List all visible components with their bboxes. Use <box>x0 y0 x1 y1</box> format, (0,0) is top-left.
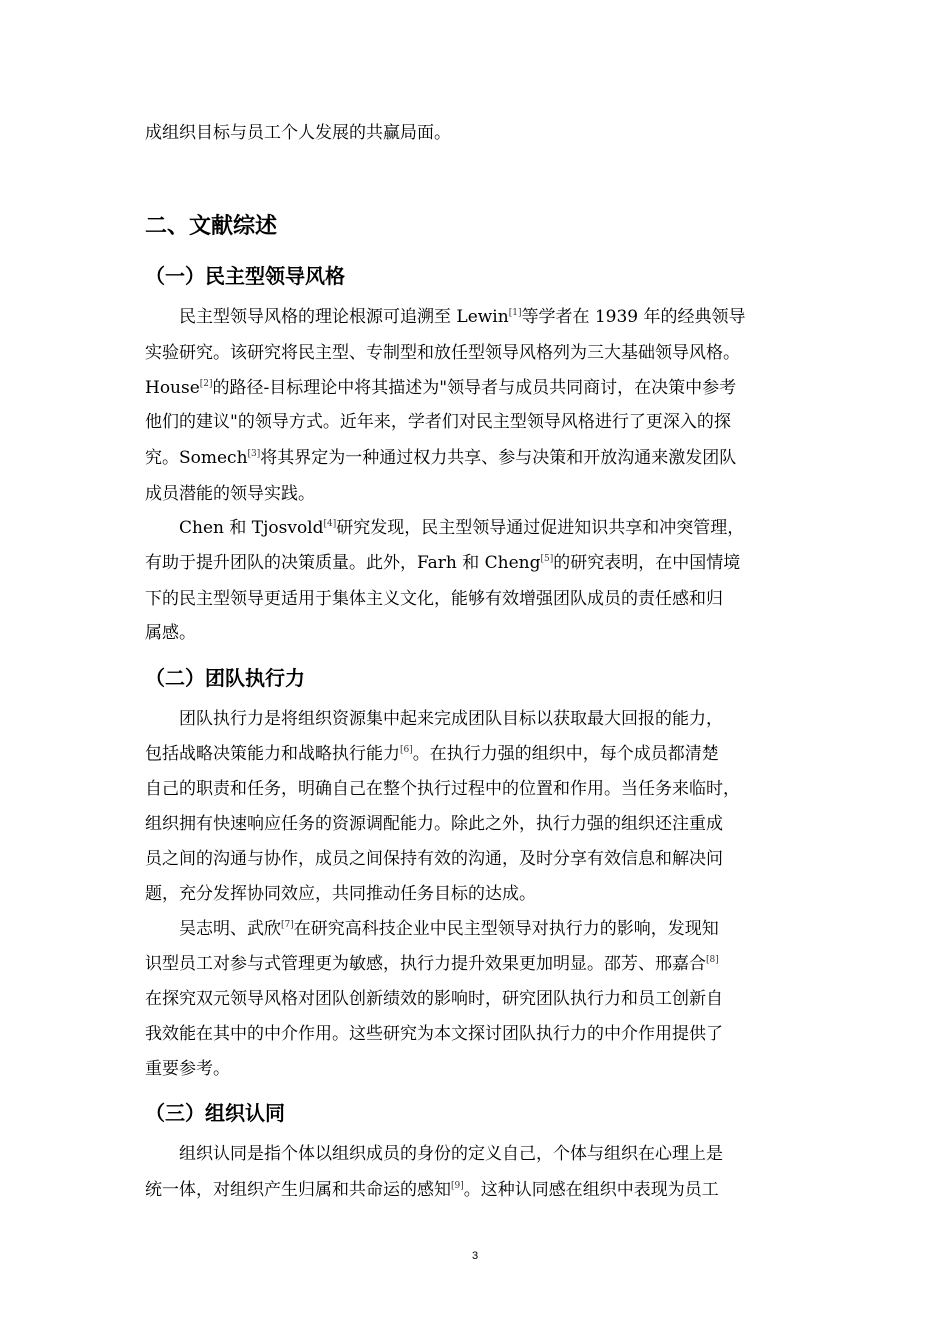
citation-ref: [7] <box>281 920 294 930</box>
text-line: 重要参考。 <box>145 1059 230 1079</box>
text-line: 组织认同是指个体以组织成员的身份的定义自己，个体与组织在心理上是 <box>179 1144 723 1164</box>
text-line: 吴志明、武欣[7]在研究高科技企业中民主型领导对执行力的影响，发现知 <box>179 919 719 939</box>
text-line: 识型员工对参与式管理更为敏感，执行力提升效果更加明显。邵芳、邢嘉合[8] <box>145 954 719 974</box>
text-line: 统一体，对组织产生归属和共命运的感知[9]。这种认同感在组织中表现为员工 <box>145 1180 719 1200</box>
text-line: 包括战略决策能力和战略执行能力[6]。在执行力强的组织中，每个成员都清楚 <box>145 744 719 764</box>
text-line: 自己的职责和任务，明确自己在整个执行过程中的位置和作用。当任务来临时， <box>145 779 740 799</box>
text-line: 在探究双元领导风格对团队创新绩效的影响时，研究团队执行力和员工创新自 <box>145 989 723 1009</box>
text-line: 究。Somech[3]将其界定为一种通过权力共享、参与决策和开放沟通来激发团队 <box>145 448 737 468</box>
text-line: 属感。 <box>145 623 196 643</box>
section-heading-literature-review: 二、文献综述 <box>145 214 278 239</box>
text-line: 民主型领导风格的理论根源可追溯至 Lewin[1]等学者在 1939 年的经典领导 <box>179 307 746 327</box>
subsection-heading-organizational-identification: （三）组织认同 <box>145 1101 285 1125</box>
text-line: 有助于提升团队的决策质量。此外，Farh 和 Cheng[5]的研究表明，在中国情境 <box>145 553 741 573</box>
text-line: Chen 和 Tjosvold[4]研究发现，民主型领导通过促进知识共享和冲突管理， <box>179 518 745 538</box>
text-line: 他们的建议"的领导方式。近年来，学者们对民主型领导风格进行了更深入的探 <box>145 412 731 432</box>
text-line: 我效能在其中的中介作用。这些研究为本文探讨团队执行力的中介作用提供了 <box>145 1024 723 1044</box>
citation-ref: [3] <box>247 449 261 459</box>
text-line: 员之间的沟通与协作，成员之间保持有效的沟通，及时分享有效信息和解决问 <box>145 849 723 869</box>
citation-ref: [2] <box>199 379 213 389</box>
text-line: 组织拥有快速响应任务的资源调配能力。除此之外，执行力强的组织还注重成 <box>145 814 723 834</box>
text-line: House[2]的路径-目标理论中将其描述为"领导者与成员共同商讨，在决策中参考 <box>145 378 737 398</box>
citation-ref: [1] <box>508 308 522 318</box>
citation-ref: [8] <box>706 955 719 965</box>
citation-ref: [6] <box>400 745 413 755</box>
text-line: 题，充分发挥协同效应，共同推动任务目标的达成。 <box>145 884 536 904</box>
text-line: 下的民主型领导更适用于集体主义文化，能够有效增强团队成员的责任感和归 <box>145 589 723 609</box>
intro-line: 成组织目标与员工个人发展的共赢局面。 <box>145 123 451 143</box>
citation-ref: [9] <box>451 1181 464 1191</box>
citation-ref: [4] <box>323 519 337 529</box>
subsection-heading-democratic-leadership: （一）民主型领导风格 <box>145 264 345 288</box>
text-line: 团队执行力是将组织资源集中起来完成团队目标以获取最大回报的能力， <box>179 709 723 729</box>
subsection-heading-team-execution: （二）团队执行力 <box>145 666 305 690</box>
text-line: 实验研究。该研究将民主型、专制型和放任型领导风格列为三大基础领导风格。 <box>145 343 740 363</box>
citation-ref: [5] <box>540 554 554 564</box>
text-line: 成员潜能的领导实践。 <box>145 484 315 504</box>
page-number: 3 <box>471 1250 479 1262</box>
